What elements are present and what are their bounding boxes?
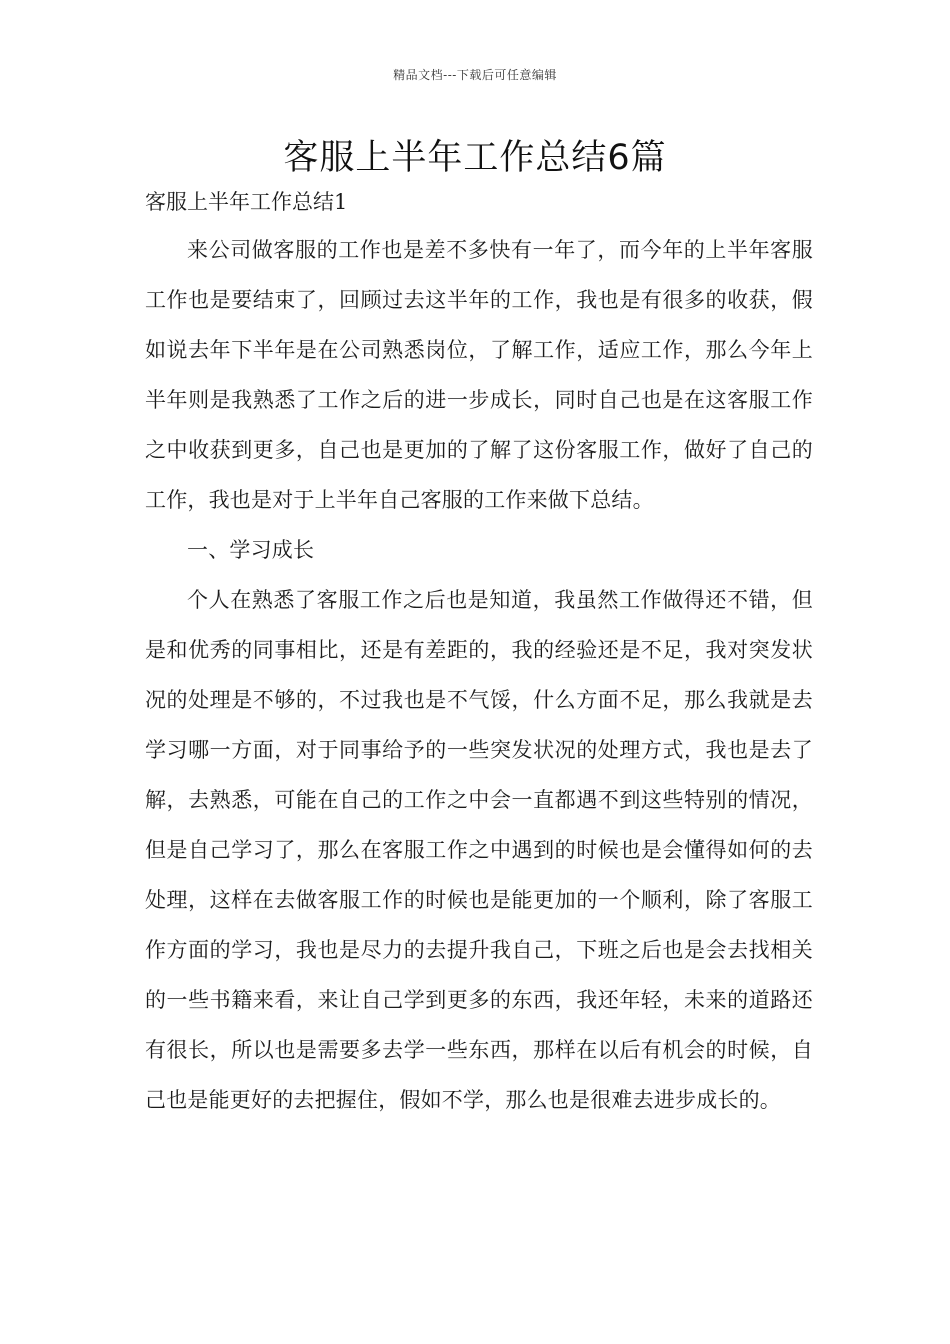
section-title: 客服上半年工作总结1 xyxy=(145,190,348,214)
paragraph-learning-growth: 个人在熟悉了客服工作之后也是知道，我虽然工作做得还不错，但是和优秀的同事相比，还是有差距的，我的经验还是不足，我对突发状况的处理是不够的，不过我也是不气馁，什么方面不足，那么我就是去学习哪一方面，对于同事给予的一些突发状况的处理方式，我也是去了解，去熟悉，可能在自己的工作之中会一直都遇不到这些特别的情况，但是自己学习了，那么在客服工作之中遇到的时候也是会懂得如何的去处理，这样在去做客服工作的时候也是能更加的一个顺利，除了客服工作方面的学习，我也是尽力的去提升我自己，下班之后也是会去找相关的一些书籍来看，来让自己学到更多的东西，我还年轻，未来的道路还有很长，所以也是需要多去学一些东西，那样在以后有机会的时候，自己也是能更好的去把握住，假如不学，那么也是很难去进步成长的。 xyxy=(145,588,813,1112)
document-title: 客服上半年工作总结6篇 xyxy=(283,138,667,178)
document-body xyxy=(145,225,813,1125)
paragraph-intro: 来公司做客服的工作也是差不多快有一年了，而今年的上半年客服工作也是要结束了，回顾过去这半年的工作，我也是有很多的收获，假如说去年下半年是在公司熟悉岗位，了解工作，适应工作，那么今年上半年则是我熟悉了工作之后的进一步成长，同时自己也是在这客服工作之中收获到更多，自己也是更加的了解了这份客服工作，做好了自己的工作，我也是对于上半年自己客服的工作来做下总结。 xyxy=(145,238,813,512)
subheading-learning-growth: 一、学习成长 xyxy=(187,538,315,562)
header-note: 精品文档---下载后可任意编辑 xyxy=(393,68,557,82)
